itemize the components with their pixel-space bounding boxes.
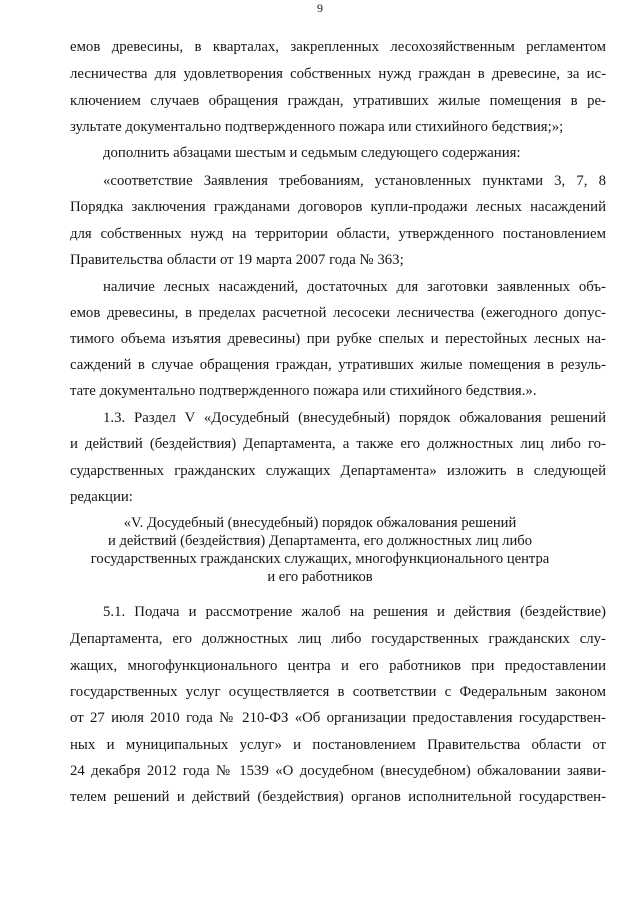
text-line: Правительства области от 19 марта 2007 года № 363; [70, 252, 404, 268]
text-line: государственных услуг осуществляется в соответствии с Федеральным законом [70, 684, 606, 700]
text-line: зультате документально подтвержденного пожара или стихийного бедствия;»; [70, 119, 564, 135]
text-line: сударственных гражданских служащих Департамента» изложить в следующей [70, 463, 606, 479]
text-line: 5.1. Подача и рассмотрение жалоб на решения и действия (бездействие) [103, 604, 606, 620]
text-line: телем решений и действий (бездействия) органов исполнительной государствен- [70, 789, 606, 805]
text-line: саждений в случае обращения граждан, утративших жилые помещения в резуль- [70, 357, 606, 373]
text-line: емов древесины, в кварталах, закрепленных лесохозяйственным регламентом [70, 39, 606, 55]
heading-line: государственных гражданских служащих, многофункционального центра [90, 551, 550, 567]
text-line: емов древесины, в пределах расчетной лесосеки лесничества (ежегодного допус- [70, 305, 606, 321]
text-line: ных и муниципальных услуг» и постановлением Правительства области от [70, 737, 606, 753]
text-line: «соответствие Заявления требованиям, установленных пунктами 3, 7, 8 [103, 173, 606, 189]
text-line: тате документально подтвержденного пожара или стихийного бедствия.». [70, 383, 537, 399]
text-line: для собственных нужд на территории области, утвержденного постановлением [70, 226, 606, 242]
text-line: и действий (бездействия) Департамента, а также его должностных лиц либо го- [70, 436, 606, 452]
text-line: 24 декабря 2012 года № 1539 «О досудебном (внесудебном) обжаловании заяви- [70, 763, 606, 779]
text-line: лесничества для удовлетворения собственных нужд граждан в древесине, за ис- [70, 66, 606, 82]
text-line: ключением случаев обращения граждан, утративших жилые помещения в ре- [70, 93, 606, 109]
heading-line: и его работников [267, 569, 373, 585]
text-line: тимого объема изъятия древесины) при рубке спелых и перестойных лесных на- [70, 331, 606, 347]
text-line: жащих, многофункционального центра и его работников при предоставлении [70, 658, 606, 674]
heading-line: «V. Досудебный (внесудебный) порядок обжалования решений [123, 515, 517, 531]
text-line: Порядка заключения гражданами договоров купли-продажи лесных насаждений [70, 199, 606, 215]
page-number: 9 [317, 1, 323, 15]
text-line: редакции: [70, 489, 133, 505]
text-line: дополнить абзацами шестым и седьмым следующего содержания: [103, 145, 521, 161]
text-line: наличие лесных насаждений, достаточных для заготовки заявленных объ- [103, 279, 606, 295]
text-line: 1.3. Раздел V «Досудебный (внесудебный) порядок обжалования решений [103, 410, 606, 426]
text-line: от 27 июля 2010 года № 210-ФЗ «Об организации предоставления государствен- [70, 710, 606, 726]
heading-line: и действий (бездействия) Департамента, его должностных лиц либо [107, 533, 532, 549]
text-line: Департамента, его должностных лиц либо государственных гражданских слу- [70, 631, 606, 647]
